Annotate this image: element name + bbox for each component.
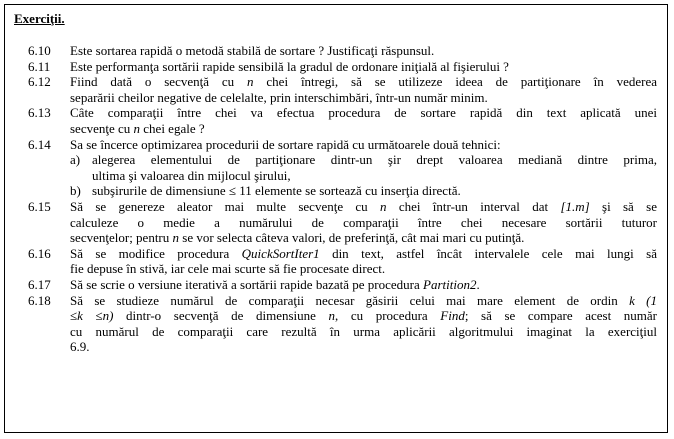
exercise-text-line: cu numărul de comparaţii care rezultă în urma aplicării algoritmului imaginat la exerciţiul <box>70 323 657 339</box>
exercise-text <box>70 293 657 355</box>
exercise-number: 6.16 <box>28 245 51 261</box>
exercise-number: 6.12 <box>28 74 51 90</box>
section-heading: Exerciţii. <box>14 11 65 26</box>
exercise-text-line: Să se studieze numărul de comparaţii necesar găsirii celui mai mare element de ordin k (1 <box>70 292 657 308</box>
exercise-text-line: Sa se încerce optimizarea procedurii de sortare rapidă cu următoarele două tehnici: <box>70 136 501 152</box>
subitem-text <box>92 152 657 183</box>
exercise-subitem <box>70 183 657 199</box>
subitem-letter: b) <box>70 183 81 199</box>
exercise-number: 6.11 <box>28 58 51 74</box>
exercise-text <box>70 74 657 105</box>
exercise-text-line: 6.9. <box>70 339 90 355</box>
exercise-text-line: Să se scrie o versiune iterativă a sortării rapide bazată pe procedura Partition2. <box>70 276 480 292</box>
exercise-number: 6.13 <box>28 105 51 121</box>
exercise-item <box>5 246 667 277</box>
subitem-text-line: ultima şi valoarea din mijlocul şirului, <box>92 167 291 183</box>
exercise-text-line: ≤k ≤n) dintr-o secvenţă de dimensiune n, cu procedura Find; să se compare acest număr <box>70 308 657 324</box>
exercise-text-line: Să se modifice procedura QuickSortIter1 din text, astfel încât intervalele cele mai lungi să <box>70 245 657 261</box>
exercise-text <box>70 199 657 246</box>
exercise-text-line: fie depuse în stivă, iar cele mai scurte să fie procesate direct. <box>70 261 386 277</box>
exercise-box <box>4 4 668 433</box>
exercise-text-line: secvenţelor; pentru n se vor selecta câteva valori, de preferinţă, cât mai mari cu putinţă. <box>70 230 525 246</box>
subitem-text-line: alegerea elementului de partiţionare dintr-un şir drept valoarea mediană dintre prima, <box>92 152 657 168</box>
exercise-text-line: separării cheilor negative de celelalte, prin interschimbări, într-un număr minim. <box>70 89 488 105</box>
exercise-item <box>5 137 667 199</box>
exercise-text-line: Câte comparaţii între chei va efectua procedura de sortare rapidă din text aplicată unei <box>70 105 657 121</box>
subitem-text <box>92 183 657 199</box>
exercise-text-line: Să se genereze aleator mai multe secvenţe cu n chei într-un interval dat [1.m] şi să se <box>70 198 657 214</box>
exercise-item <box>5 105 667 136</box>
exercise-item <box>5 293 667 355</box>
exercise-text-line: Este performanţa sortării rapide sensibilă la gradul de ordonare iniţială al fişierului ? <box>70 58 509 74</box>
exercise-text-line: secvenţe cu n chei egale ? <box>70 120 205 136</box>
exercise-item <box>5 59 667 75</box>
exercise-item <box>5 74 667 105</box>
exercise-list <box>5 43 667 355</box>
exercise-text <box>70 277 657 293</box>
exercise-text-line: Este sortarea rapidă o metodă stabilă de sortare ? Justificaţi răspunsul. <box>70 43 435 58</box>
exercise-text <box>70 43 657 59</box>
exercise-text-line: Fiind dată o secvenţă cu n chei întregi, să se utilizeze ideea de partiţionare în vederea <box>70 74 657 90</box>
exercise-item <box>5 277 667 293</box>
subitem-letter: a) <box>70 152 81 168</box>
subitem-text-line: subşirurile de dimensiune ≤ 11 elemente se sortează cu inserţia directă. <box>92 183 461 199</box>
exercise-item <box>5 43 667 59</box>
exercise-text <box>70 137 657 199</box>
exercise-subitem <box>70 152 657 183</box>
exercise-number: 6.15 <box>28 198 51 214</box>
exercise-number: 6.17 <box>28 276 51 292</box>
exercise-number: 6.10 <box>28 43 51 58</box>
exercise-text-line: calculeze o medie a numărului de comparaţii între chei necesare sortării tuturor <box>70 214 657 230</box>
exercise-text <box>70 105 657 136</box>
exercise-text <box>70 246 657 277</box>
exercise-text <box>70 59 657 75</box>
exercise-number: 6.18 <box>28 292 51 308</box>
exercise-number: 6.14 <box>28 136 51 152</box>
exercise-item <box>5 199 667 246</box>
